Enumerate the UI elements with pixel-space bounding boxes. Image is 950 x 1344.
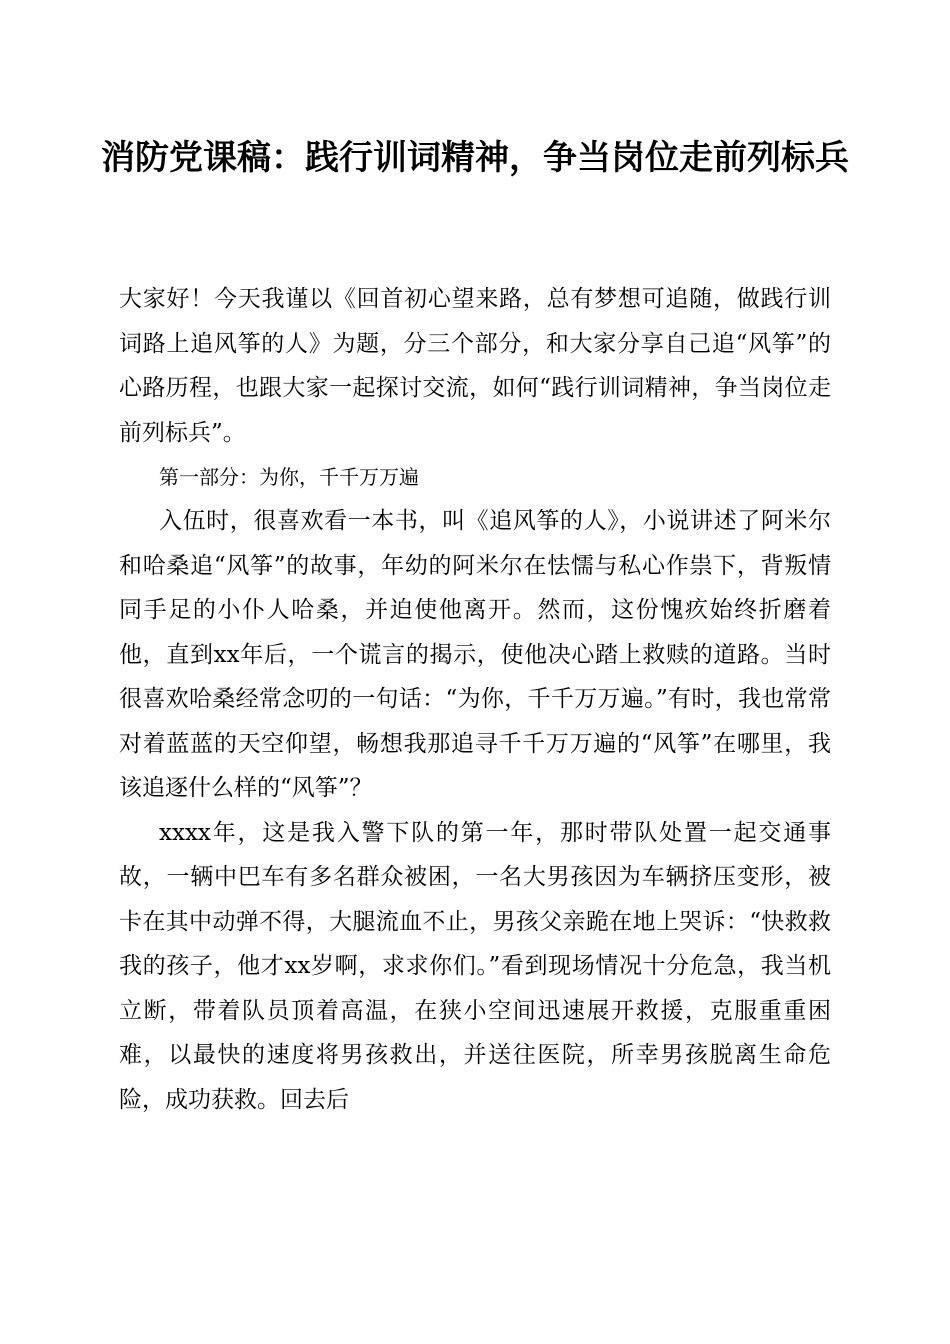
document-title: 消防党课稿：践行训词精神，争当岗位走前列标兵 (101, 138, 849, 178)
paragraph-kite-runner: 入伍时，很喜欢看一本书，叫《追风筝的人》，小说讲述了阿米尔和哈桑追“风筝”的故事，年幼的阿米尔在怯懦与私心作祟下，背叛情同手足的小仆人哈桑，并迫使他离开。然而，这份愧疚始终折磨着他，直到xx年后，一个谎言的揭示，使他决心踏上救赎的道路。当时很喜欢哈桑经常念叨的一句话：“为你，千千万万遍。”有时，我也常常对着蓝蓝的天空仰望，畅想我那追寻千千万万遍的“风筝”在哪里，我该追逐什么样的“风筝”？ (119, 508, 831, 801)
paragraph-rescue: xxxx年，这是我入警下队的第一年，那时带队处置一起交通事故，一辆中巴车有多名群众被困，一名大男孩因为车辆挤压变形，被卡在其中动弹不得，大腿流血不止，男孩父亲跪在地上哭诉：“快救救我的孩子，他才xx岁啊，求求你们。”看到现场情况十分危急，我当机立断，带着队员顶着高温，在狭小空间迅速展开救援，克服重重困难，以最快的速度将男孩救出，并送往医院，所幸男孩脱离生命危险，成功获救。回去后 (119, 819, 831, 1113)
document-body (119, 277, 831, 1122)
section-heading-part-one: 第一部分：为你，千千万万遍 (159, 465, 419, 489)
paragraph-greeting: 大家好！今天我谨以《回首初心望来路，总有梦想可追随，做践行训词路上追风筝的人》为题，分三个部分，和大家分享自己追“风筝”的心路历程，也跟大家一起探讨交流，如何“践行训词精神，争当岗位走前列标兵”。 (119, 286, 831, 446)
